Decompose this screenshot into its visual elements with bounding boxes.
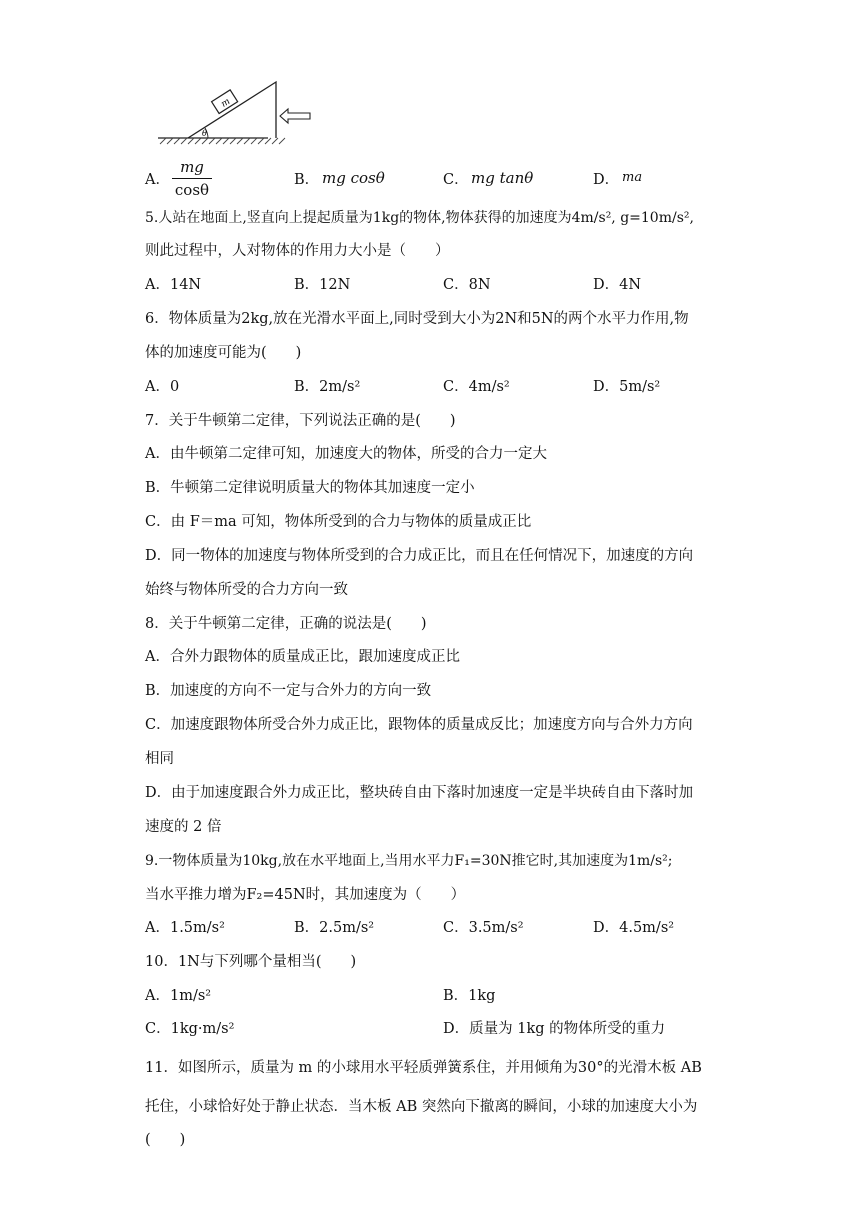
q11-stem-line2: 托住，小球恰好处于静止状态．当木板 AB 突然向下撤离的瞬间，小球的加速度大小为 (145, 1099, 698, 1115)
block-label: m (219, 96, 233, 110)
q9-option-d: D．4.5m/s² (593, 920, 675, 936)
q6-option-d: D．5m/s² (593, 379, 661, 395)
q7-option-d-line2: 始终与物体所受的合力方向一致 (145, 582, 348, 598)
q9-option-a: A．1.5m/s² (145, 920, 225, 936)
q8-option-b: B．加速度的方向不一定与合外力的方向一致 (145, 683, 432, 699)
q4-option-a-label: A． (145, 172, 170, 188)
q6-option-c: C．4m/s² (443, 379, 510, 395)
q11-stem-line3: ( ) (145, 1132, 186, 1148)
q4-option-a-numerator: mg (172, 158, 212, 179)
q9-stem-line1: 9.一物体质量为10kg,放在水平地面上,当用水平力F₁=30N推它时,其加速度为1m/s²; (145, 853, 673, 869)
q8-stem: 8．关于牛顿第二定律，正确的说法是( ) (145, 616, 427, 632)
q10-option-a: A．1m/s² (145, 988, 212, 1004)
q8-option-d-line2: 速度的 2 倍 (145, 819, 222, 835)
q8-option-c-line2: 相同 (145, 751, 174, 767)
q9-option-b: B．2.5m/s² (294, 920, 375, 936)
q10-stem: 10．1N与下列哪个量相当( ) (145, 954, 357, 970)
q7-option-b: B．牛顿第二定律说明质量大的物体其加速度一定小 (145, 480, 475, 496)
q7-stem: 7．关于牛顿第二定律，下列说法正确的是( ) (145, 413, 456, 429)
q4-option-a-denominator: cosθ (174, 181, 210, 199)
q4-option-a-fraction (172, 158, 212, 199)
q6-option-b: B．2m/s² (294, 379, 361, 395)
q4-option-d-label: D． (593, 172, 620, 188)
q6-option-a: A．0 (145, 379, 180, 395)
q9-stem-line2: 当水平推力增为F₂=45N时，其加速度为（ ） (145, 887, 466, 903)
q5-stem-line2: 则此过程中，人对物体的作用力大小是（ ） (145, 243, 450, 259)
q7-option-d-line1: D．同一物体的加速度与物体所受到的合力成正比，而且在任何情况下，加速度的方向 (145, 548, 694, 564)
q9-option-c: C．3.5m/s² (443, 920, 524, 936)
q7-option-a: A．由牛顿第二定律可知，加速度大的物体，所受的合力一定大 (145, 446, 547, 462)
q4-option-b: mg cosθ (322, 169, 385, 187)
q4-option-d: ma (622, 170, 643, 185)
q7-option-c: C．由 F＝ma 可知，物体所受到的合力与物体的质量成正比 (145, 514, 532, 530)
q4-option-c-label: C． (443, 172, 469, 188)
q11-stem-line1: 11．如图所示，质量为 m 的小球用水平轻质弹簧系住，并用倾角为30°的光滑木板 AB (145, 1060, 702, 1076)
q10-option-c: C．1kg·m/s² (145, 1021, 235, 1037)
q5-option-a: A．14N (145, 277, 202, 293)
q10-option-b: B．1kg (443, 988, 496, 1004)
q5-option-c: C．8N (443, 277, 491, 293)
q5-option-b: B．12N (294, 277, 351, 293)
q8-option-c-line1: C．加速度跟物体所受合外力成正比，跟物体的质量成反比；加速度方向与合外力方向 (145, 717, 693, 733)
q5-option-d: D．4N (593, 277, 642, 293)
incline-figure (150, 72, 320, 152)
q6-stem-line1: 6．物体质量为2kg,放在光滑水平面上,同时受到大小为2N和5N的两个水平力作用,物 (145, 311, 689, 327)
q6-stem-line2: 体的加速度可能为( ) (145, 345, 302, 361)
q8-option-a: A．合外力跟物体的质量成正比，跟加速度成正比 (145, 649, 460, 665)
q8-option-d-line1: D．由于加速度跟合外力成正比，整块砖自由下落时加速度一定是半块砖自由下落时加 (145, 785, 694, 801)
angle-label: θ (202, 129, 207, 138)
q4-option-c: mg tanθ (471, 169, 534, 187)
q5-stem-line1: 5.人站在地面上,竖直向上提起质量为1kg的物体,物体获得的加速度为4m/s², g=10m/s², (145, 210, 694, 226)
q4-option-b-label: B． (294, 172, 320, 188)
q10-option-d: D．质量为 1kg 的物体所受的重力 (443, 1021, 666, 1037)
